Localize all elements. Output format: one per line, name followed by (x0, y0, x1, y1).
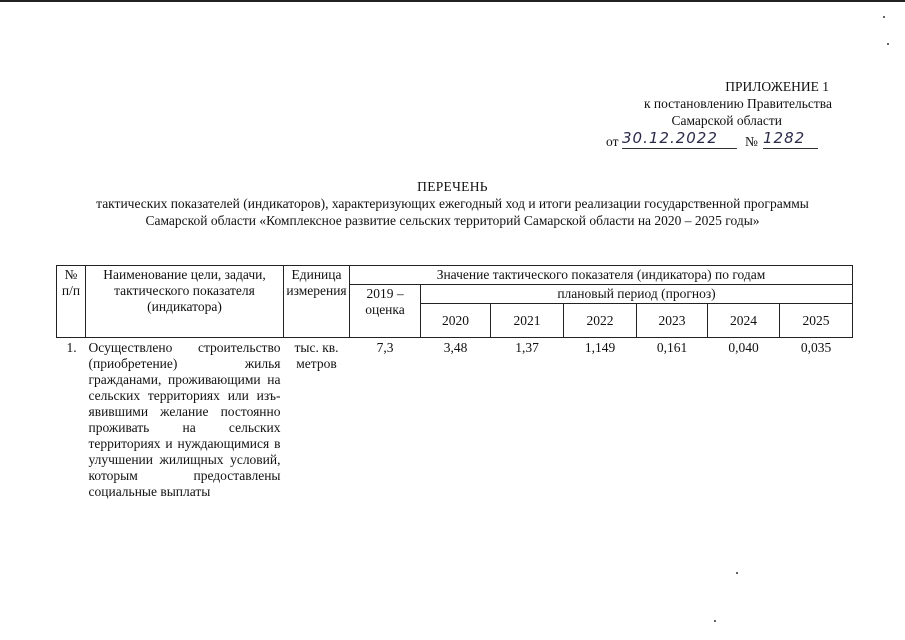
attachment-dateline (600, 131, 832, 153)
header-year: 2020 (421, 304, 491, 338)
attachment-title: ПРИЛОЖЕНИЕ 1 (725, 79, 829, 94)
row-num: 1. (66, 340, 77, 355)
resolution-date: 30.12.2022 (622, 130, 737, 149)
header-year: 2023 (637, 304, 708, 338)
header-year: 2021 (491, 304, 564, 338)
row-value: 0,040 (728, 340, 759, 355)
title-line-3: Самарской области «Комплексное развитие сельских территорий Самарской области на 2020 – 2025 годы» (145, 213, 760, 228)
attachment-region: Самарской области (671, 113, 782, 128)
scan-speck (736, 572, 738, 574)
title-heading: ПЕРЕЧЕНЬ (417, 179, 488, 194)
header-year: 2022 (564, 304, 637, 338)
header-year: 2025 (780, 304, 853, 338)
row-unit: тыс. кв. метров (294, 340, 339, 371)
row-name: Осуществлено строительство (приобретение) жилья гражданами, проживающими на сельских территориях или изъявившими желание постоянно проживать на сельских территориях и нуждающимися в улучшении жилищных условий, которым предоставлены социальные выплаты (88, 340, 281, 499)
title-line-2: тактических показателей (индикаторов), характеризующих ежегодный ход и итоги реализации государственной программы (96, 196, 809, 211)
header-values: Значение тактического показателя (индикатора) по годам (350, 266, 853, 285)
header-num: № п/п (57, 266, 86, 338)
scan-speck (887, 43, 889, 45)
header-unit: Единица измерения (284, 266, 350, 338)
header-year: 2024 (708, 304, 780, 338)
resolution-number: 1282 (763, 130, 818, 149)
date-prefix: от (606, 134, 619, 149)
row-value: 0,035 (800, 340, 832, 355)
table-row (57, 338, 853, 503)
row-value: 1,37 (515, 340, 539, 355)
page-top-edge (0, 0, 905, 2)
row-value: 3,48 (443, 340, 468, 355)
indicators-table (56, 265, 853, 502)
scan-speck (714, 620, 716, 622)
row-estimate: 7,3 (376, 340, 394, 355)
number-prefix: № (745, 134, 758, 149)
scan-speck (883, 16, 885, 18)
header-estimate: 2019 – оценка (350, 285, 421, 338)
header-planned: плановый период (прогноз) (421, 285, 853, 304)
document-title (30, 178, 875, 229)
row-value: 0,161 (656, 340, 688, 355)
attachment-resolution: к постановлению Правительства (643, 96, 832, 111)
header-name: Наименование цели, задачи, тактического показателя (индикатора) (86, 266, 284, 338)
row-value: 1,149 (584, 340, 616, 355)
attachment-block (600, 78, 832, 153)
